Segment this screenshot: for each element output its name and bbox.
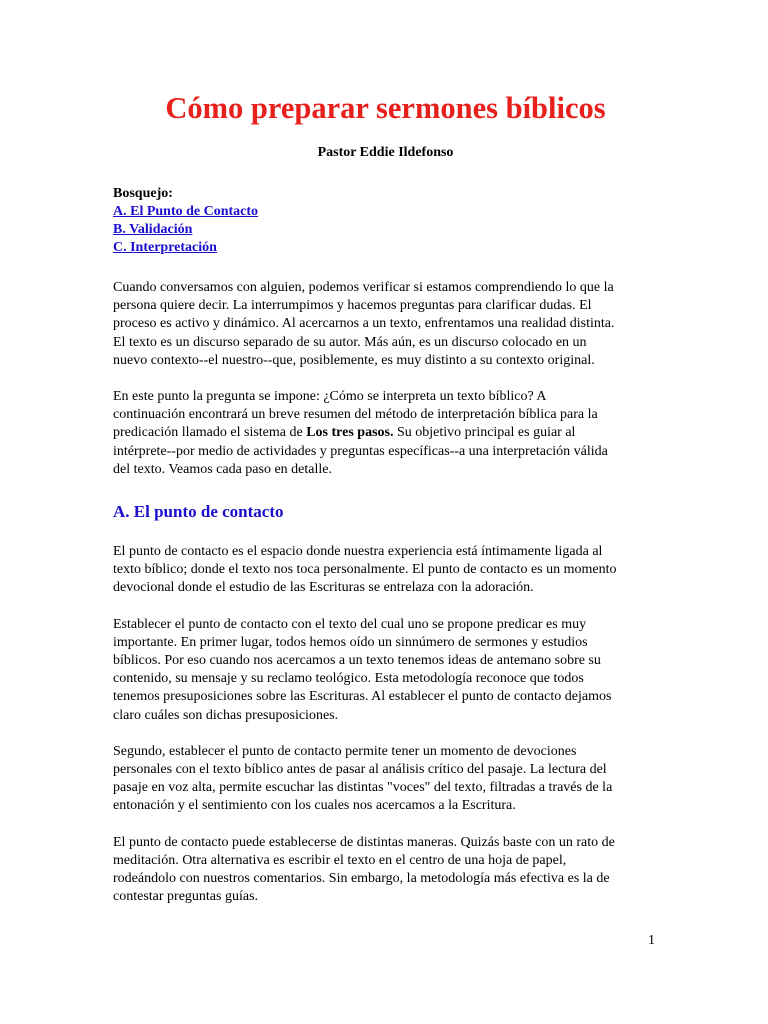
- paragraph-line: Segundo, establecer el punto de contacto permite tener un momento de devociones: [113, 743, 577, 759]
- paragraph-line: pasaje en voz alta, permite escuchar las distintas "voces" del texto, filtradas a través de la: [113, 780, 613, 796]
- document-page: [113, 88, 658, 906]
- paragraph-method-summary: [113, 388, 658, 479]
- paragraph-line: El punto de contacto es el espacio donde nuestra experiencia está íntimamente ligada al: [113, 544, 603, 560]
- paragraph-line: contestar preguntas guías.: [113, 889, 259, 905]
- section-heading-punto-de-contacto: A. El punto de contacto: [113, 502, 284, 522]
- paragraph-line: contenido, su mensaje y su reclamo teológico. Esta metodología reconoce que todos: [113, 671, 584, 687]
- paragraph-line: continuación encontrará un breve resumen del método de interpretación bíblica para la: [113, 407, 598, 423]
- paragraph-line: El punto de contacto puede establecerse de distintas maneras. Quizás baste con un rato de: [113, 834, 615, 850]
- paragraph-line: entonación y el sentimiento con los cuales nos acercamos a la Escritura.: [113, 798, 516, 814]
- paragraph-line-part: Su objetivo principal es guiar al: [393, 425, 576, 441]
- paragraph-importance: [113, 616, 658, 725]
- outline-link-validacion[interactable]: B. Validación: [113, 222, 193, 237]
- paragraph-line: En este punto la pregunta se impone: ¿Cómo se interpreta un texto bíblico? A: [113, 389, 547, 405]
- paragraph-line: nuevo contexto--el nuestro--que, posiblemente, es muy distinto a su contexto original.: [113, 352, 595, 368]
- paragraph-line: Establecer el punto de contacto con el texto del cual uno se propone predicar es muy: [113, 616, 587, 632]
- author-line: Pastor Eddie Ildefonso: [317, 145, 454, 160]
- paragraph-devotion: [113, 743, 658, 816]
- paragraph-line: bíblicos. Por eso cuando nos acercamos a un texto tenemos ideas de antemano sobre su: [113, 653, 601, 669]
- paragraph-line: persona quiere decir. La interrumpimos y hacemos preguntas para clarificar dudas. El: [113, 298, 592, 314]
- paragraph-line: texto bíblico; donde el texto nos toca personalmente. El punto de contacto es un momento: [113, 562, 617, 578]
- page-number: 1: [648, 933, 655, 948]
- paragraph-line: rodeándolo con nuestros comentarios. Sin embargo, la metodología más efectiva es la de: [113, 871, 610, 887]
- paragraph-line: El texto es un discurso separado de su autor. Más aún, es un discurso colocado en un: [113, 334, 587, 350]
- paragraph-line: del texto. Veamos cada paso en detalle.: [113, 461, 332, 477]
- paragraph-line: proceso es activo y dinámico. Al acercarnos a un texto, enfrentamos una realidad distinta.: [113, 316, 615, 332]
- bold-term-los-tres-pasos: Los tres pasos.: [306, 425, 394, 441]
- paragraph-line: importante. En primer lugar, todos hemos oído un sinnúmero de sermones y estudios: [113, 634, 588, 650]
- outline-label: Bosquejo:: [113, 186, 173, 201]
- paragraph-methods: [113, 834, 658, 907]
- paragraph-line: devocional donde el estudio de las Escrituras se entrelaza con la adoración.: [113, 580, 534, 596]
- paragraph-line: Cuando conversamos con alguien, podemos verificar si estamos comprendiendo lo que la: [113, 280, 614, 295]
- paragraph-line-part: predicación llamado el sistema de: [113, 425, 307, 441]
- paragraph-conversation: [113, 279, 658, 370]
- paragraph-line: tenemos presuposiciones sobre las Escrituras. Al establecer el punto de contacto dejamos: [113, 689, 612, 705]
- outline-link-interpretacion[interactable]: C. Interpretación: [113, 240, 217, 255]
- paragraph-line: claro cuáles son dichas presuposiciones.: [113, 707, 339, 723]
- paragraph-line: personales con el texto bíblico antes de pasar al análisis crítico del pasaje. La lectura del: [113, 762, 607, 778]
- outline-link-punto-de-contacto[interactable]: A. El Punto de Contacto: [113, 204, 259, 219]
- paragraph-line: intérprete--por medio de actividades y preguntas específicas--a una interpretación válida: [113, 443, 608, 459]
- paragraph-definition: [113, 543, 658, 598]
- outline: [113, 185, 658, 257]
- document-title: Cómo preparar sermones bíblicos: [165, 91, 606, 125]
- paragraph-line: meditación. Otra alternativa es escribir el texto en el centro de una hoja de papel,: [113, 852, 567, 868]
